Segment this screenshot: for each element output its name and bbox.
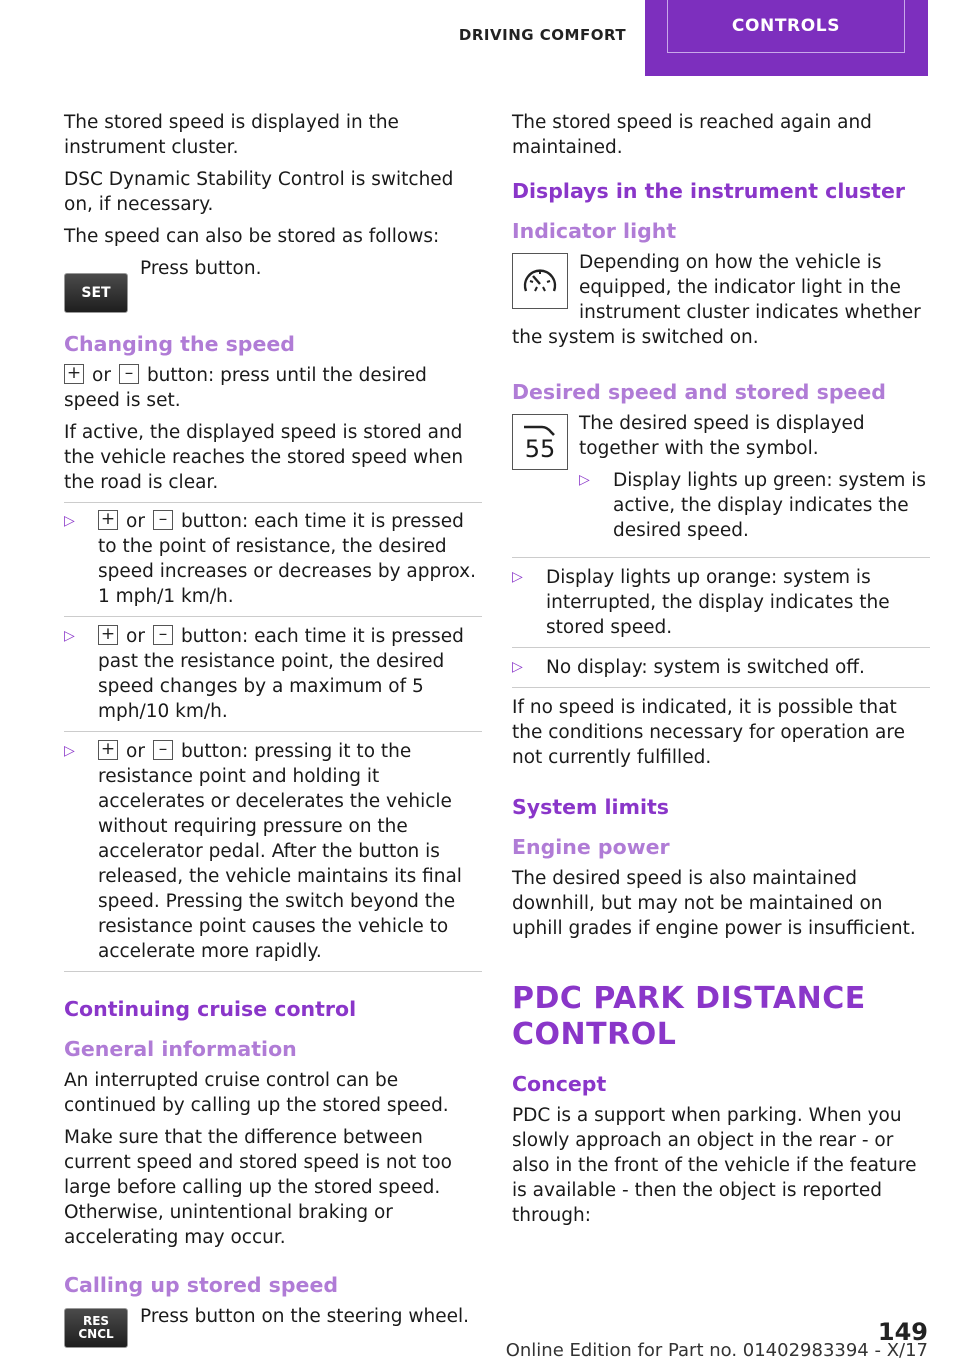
set-button-text: Press button. [140, 258, 262, 279]
heading-desired: Desired speed and stored speed [512, 380, 886, 404]
section-title: DRIVING COMFORT [458, 26, 627, 44]
triangle-bullet-icon: ▷ [64, 628, 75, 644]
triangle-bullet-icon: ▷ [579, 472, 590, 488]
set-button-icon: SET [64, 273, 128, 313]
res-button-text: Press button on the steering wheel. [140, 1306, 470, 1327]
paragraph: The stored speed is displayed in the instrument cluster. [64, 112, 399, 158]
paragraph: The speed can also be stored as follows: [64, 226, 440, 247]
paragraph: If active, the displayed speed is stored and the vehicle reaches the stored speed when the road is clear. [64, 422, 464, 493]
changing-speed-instruction: + or – button: press until the desired speed is set. [64, 363, 427, 411]
heading-engine: Engine power [512, 835, 670, 859]
page-footer [0, 1318, 928, 1361]
plus-icon: + [98, 625, 118, 645]
indicator-block [512, 250, 930, 357]
paragraph: PDC is a support when parking. When you slowly approach an object in the rear - or also in the front of the vehicle if the feature is available - then the object is reported through: [512, 1105, 917, 1226]
list-item: ▷ Display lights up green: system is active, the display indicates the desired speed. [579, 470, 927, 541]
desired-text: The desired speed is displayed together with the symbol. [579, 413, 865, 459]
triangle-bullet-icon: ▷ [64, 513, 75, 529]
heading-general: General information [64, 1037, 297, 1061]
paragraph: An interrupted cruise control can be continued by calling up the stored speed. [64, 1070, 449, 1116]
triangle-bullet-icon: ▷ [512, 569, 523, 585]
list-item: ▷ Display lights up orange: system is interrupted, the display indicates the stored speed. [512, 565, 930, 648]
list-item: ▷ + or – button: each time it is pressed past the resistance point, the desired speed changes by a maximum of 5 mph/10 km/h. [64, 624, 482, 732]
minus-icon: – [153, 510, 173, 530]
paragraph: If no speed is indicated, it is possible that the conditions necessary for operation are not currently fulfilled. [512, 697, 905, 768]
tab-label: CONTROLS [667, 0, 905, 53]
heading-concept: Concept [512, 1072, 607, 1096]
triangle-bullet-icon: ▷ [512, 659, 523, 675]
paragraph: DSC Dynamic Stability Control is switched on, if necessary. [64, 169, 454, 215]
paragraph: Make sure that the difference between current speed and stored speed is not too large before calling up the stored speed. Otherwise, unintentional braking or accelerating may occur. [64, 1127, 452, 1248]
edition-note: Online Edition for Part no. 01402983394 - X/17 [505, 1340, 928, 1361]
list-item: ▷ + or – button: pressing it to the resistance point and holding it accelerates or decelerates the vehicle without requiring pressure on the accelerator pedal. After the button is released, the vehicle maintains its final speed. Pressing the switch beyond the resistance point causes the vehicle to accelerate more rapidly. [64, 739, 482, 972]
res-cncl-button-icon: RES CNCL [64, 1308, 128, 1348]
desired-block [512, 411, 930, 557]
speedometer-indicator-icon [512, 253, 568, 309]
minus-icon: – [119, 364, 139, 384]
heading-changing-speed: Changing the speed [64, 332, 295, 356]
section-tab [645, 0, 928, 76]
list-item: ▷ No display: system is switched off. [512, 655, 930, 688]
list-item: ▷ + or – button: each time it is pressed to the point of resistance, the desired speed increases or decreases by approx. 1 mph/1 km/h. [64, 509, 482, 617]
plus-icon: + [64, 364, 84, 384]
triangle-bullet-icon: ▷ [64, 743, 75, 759]
set-button-row [64, 256, 482, 309]
plus-icon: + [98, 740, 118, 760]
paragraph: The desired speed is also maintained downhill, but may not be maintained on uphill grades if engine power is insufficient. [512, 868, 916, 939]
minus-icon: – [153, 625, 173, 645]
indicator-text: Depending on how the vehicle is equipped, the indicator light in the instrument cluster indicates whether the system is switched on. [512, 252, 921, 348]
heading-pdc: PDC PARK DISTANCE CONTROL [512, 981, 866, 1052]
heading-continuing: Continuing cruise control [64, 997, 357, 1021]
left-column [64, 110, 482, 1348]
minus-icon: – [153, 740, 173, 760]
heading-displays: Displays in the instrument cluster [512, 179, 905, 203]
right-column [512, 110, 930, 1235]
heading-calling: Calling up stored speed [64, 1273, 339, 1297]
speed-symbol-value: 55 [524, 435, 556, 463]
heading-limits: System limits [512, 795, 669, 819]
plus-icon: + [98, 510, 118, 530]
heading-indicator: Indicator light [512, 219, 677, 243]
paragraph: The stored speed is reached again and maintained. [512, 112, 872, 158]
page-number: 149 [877, 1318, 928, 1346]
speed-symbol-icon [512, 414, 568, 470]
